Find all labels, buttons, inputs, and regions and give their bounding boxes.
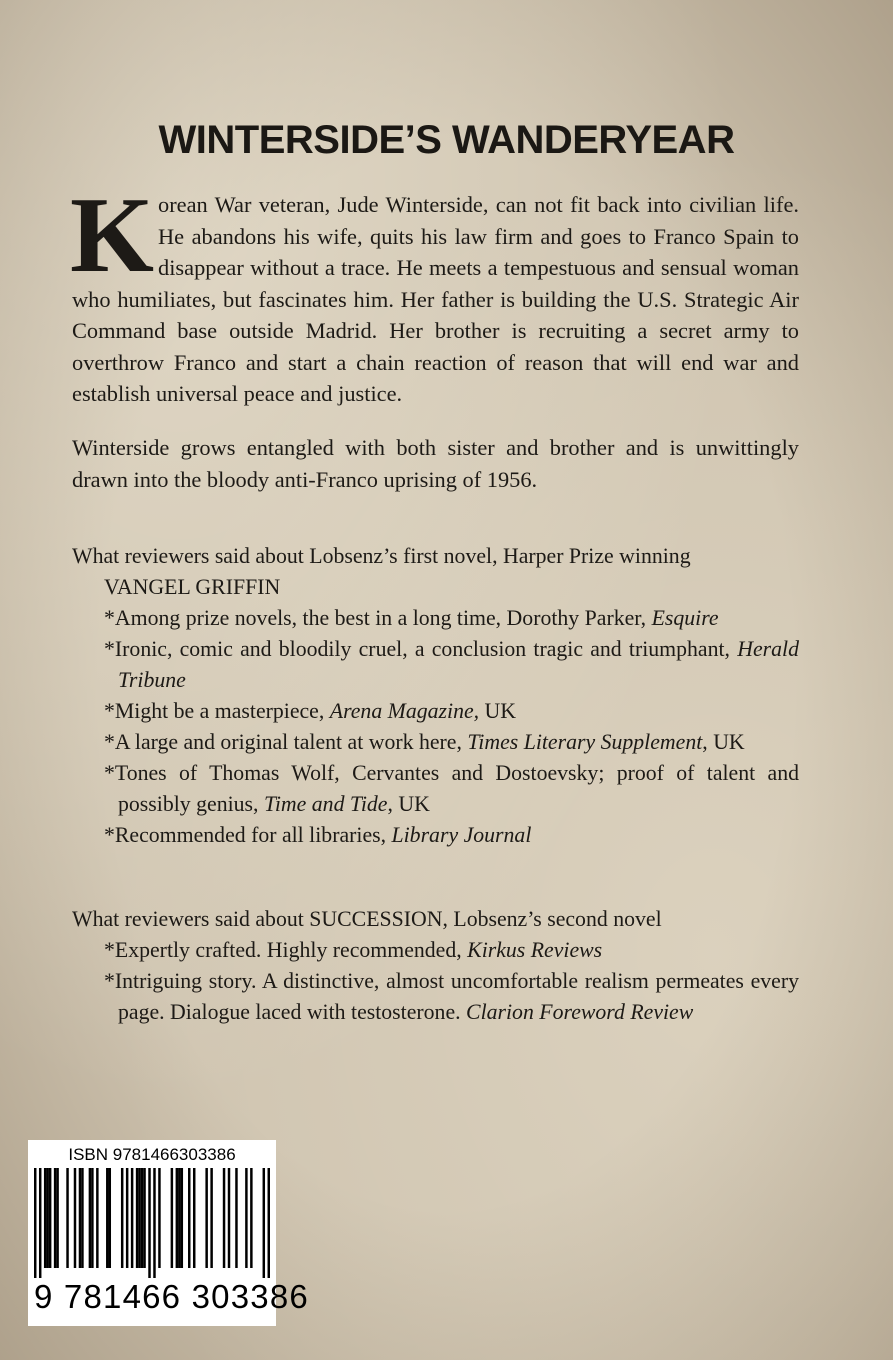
barcode-bar — [235, 1168, 237, 1268]
barcode-bar — [126, 1168, 128, 1268]
review-quote: *Expertly crafted. Highly recommended, — [104, 938, 468, 962]
reviews-second-novel — [72, 904, 799, 1028]
review-quote: *A large and original talent at work here, — [104, 730, 468, 754]
review-suffix: , UK — [387, 792, 430, 816]
barcode-bar — [109, 1168, 111, 1268]
isbn-barcode-panel — [28, 1140, 309, 1326]
barcode-bar — [176, 1168, 178, 1268]
barcode-bar — [91, 1168, 93, 1268]
book-title: WINTERSIDE’S WANDERYEAR — [158, 118, 735, 162]
barcode-bar — [268, 1168, 270, 1278]
barcode-bar — [34, 1168, 36, 1278]
barcode-bar — [250, 1168, 252, 1268]
reviews-heading: What reviewers said about SUCCESSION, Lobsenz’s second novel — [72, 907, 662, 931]
barcode-bar — [141, 1168, 143, 1268]
barcode-bar — [223, 1168, 225, 1268]
barcode-digits: 9 781466 303386 — [34, 1278, 309, 1315]
blurb-paragraph-1 — [70, 176, 799, 410]
review-suffix: UK — [479, 699, 517, 723]
isbn-label: ISBN 9781466303386 — [68, 1145, 236, 1164]
review-item — [72, 935, 799, 966]
barcode-icon — [34, 1168, 270, 1278]
blurb-paragraph-1-text: orean War veteran, Jude Winterside, can not fit back into civilian life. He abandons his wife, quits his law firm and goes to Franco Spain to disappear without a trace. He meets a tempestuous and sensual woman who humiliates, but fascinates him. Her father is building the U.S. Strategic Air Command base outside Madrid. Her brother is recruiting a secret army to overthrow Franco and start a chain reaction of reason that will end war and establish universal peace and justice. — [72, 192, 799, 406]
barcode-bar — [121, 1168, 123, 1268]
barcode-bar — [74, 1168, 76, 1268]
barcode-bar — [39, 1168, 41, 1278]
barcode-bar — [193, 1168, 195, 1268]
barcode-bar — [138, 1168, 140, 1268]
barcode-bar — [210, 1168, 212, 1268]
barcode-bar — [96, 1168, 98, 1268]
barcode-bar — [66, 1168, 68, 1268]
barcode-bar — [79, 1168, 81, 1268]
barcode-bar — [89, 1168, 91, 1268]
review-quote: *Ironic, comic and bloodily cruel, a conclusion tragic and triumphant, — [104, 637, 738, 661]
barcode-bar — [263, 1168, 265, 1278]
barcode-bar — [56, 1168, 58, 1268]
review-source: Esquire — [651, 606, 719, 630]
review-quote: *Among prize novels, the best in a long time, Dorothy Parker, — [104, 606, 652, 630]
review-item — [72, 727, 799, 758]
barcode-bar — [188, 1168, 190, 1268]
review-item — [72, 820, 799, 851]
review-item — [72, 966, 799, 1028]
barcode-bar — [143, 1168, 145, 1268]
review-source: Times Literary Supplement — [467, 730, 703, 754]
barcode-bar — [49, 1168, 51, 1268]
review-source: Kirkus Reviews — [467, 938, 603, 962]
review-source: Herald Tribune — [118, 637, 799, 692]
review-quote: *Intriguing story. A distinctive, almost uncomfortable realism permeates every page. Dialogue laced with testosterone. — [104, 969, 799, 1024]
barcode-bar — [205, 1168, 207, 1268]
barcode-bar — [228, 1168, 230, 1268]
barcode-bar — [46, 1168, 48, 1268]
barcode-bar — [171, 1168, 173, 1268]
barcode-bar — [158, 1168, 160, 1268]
barcode-bar — [106, 1168, 108, 1268]
review-source: Time and Tide — [263, 792, 388, 816]
review-item — [72, 634, 799, 696]
barcode-bar — [178, 1168, 180, 1268]
review-item — [72, 603, 799, 634]
barcode-bar — [136, 1168, 138, 1268]
review-source: Clarion Foreword Review — [466, 1000, 694, 1024]
barcode-bar — [81, 1168, 83, 1268]
barcode-bar — [181, 1168, 183, 1268]
blurb-paragraph-2: Winterside grows entangled with both sister and brother and is unwittingly drawn into the bloody anti-Franco uprising of 1956. — [72, 435, 799, 492]
barcode-bar — [148, 1168, 150, 1278]
book-name: VANGEL GRIFFIN — [104, 575, 281, 599]
barcode-bar — [44, 1168, 46, 1268]
review-quote: *Tones of Thomas Wolf, Cervantes and Dostoevsky; proof of talent and possibly genius, — [104, 761, 799, 816]
barcode-bar — [153, 1168, 155, 1278]
review-quote: *Recommended for all libraries, — [104, 823, 392, 847]
barcode-bar — [245, 1168, 247, 1268]
reviews-first-novel — [72, 541, 799, 851]
review-quote: *Might be a masterpiece, — [104, 699, 330, 723]
review-item — [72, 758, 799, 820]
review-suffix: , UK — [702, 730, 745, 754]
reviews-heading: What reviewers said about Lobsenz’s first novel, Harper Prize winning — [72, 544, 691, 568]
review-source: Arena Magazine, — [329, 699, 480, 723]
barcode-bar — [54, 1168, 56, 1268]
review-source: Library Journal — [391, 823, 532, 847]
drop-cap: K — [70, 176, 155, 295]
review-item — [72, 696, 799, 727]
barcode-bar — [131, 1168, 133, 1268]
